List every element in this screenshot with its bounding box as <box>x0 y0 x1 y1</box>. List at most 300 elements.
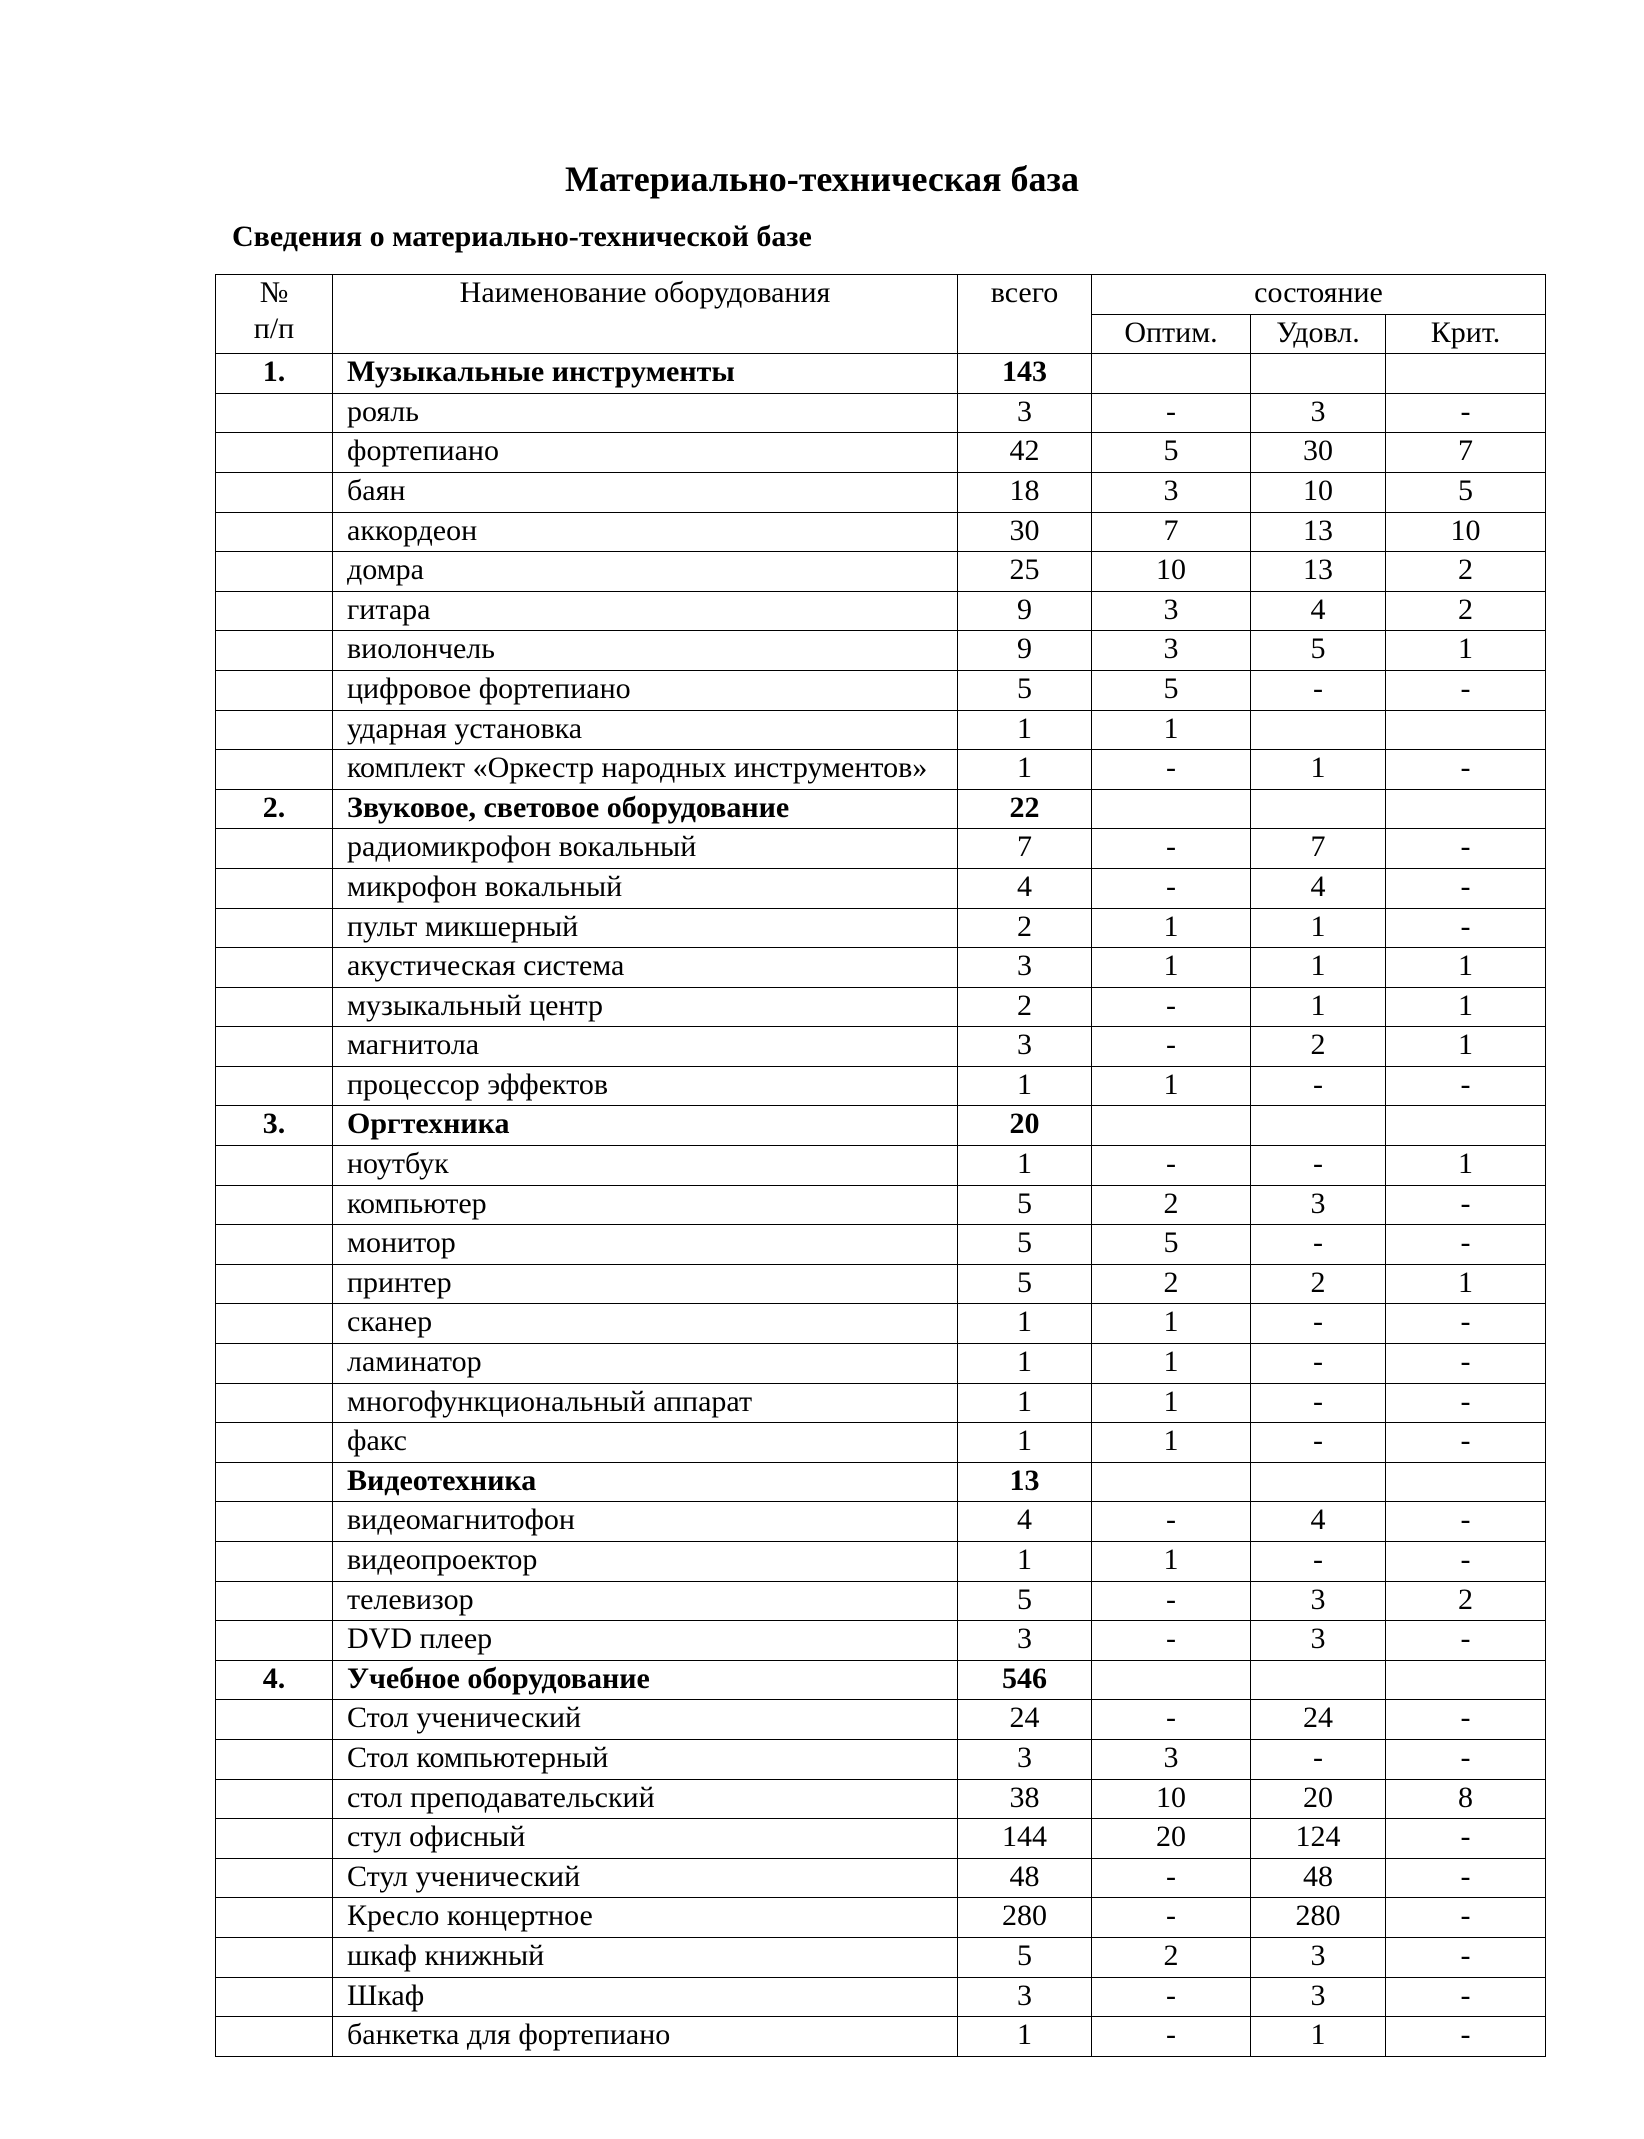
item-optimal: - <box>1092 987 1251 1027</box>
item-satisfactory: - <box>1251 1739 1386 1779</box>
row-number-cell <box>216 1779 333 1819</box>
item-name: аккордеон <box>333 512 958 552</box>
table-row <box>216 591 1546 631</box>
item-satisfactory: - <box>1251 670 1386 710</box>
group-total: 22 <box>958 789 1092 829</box>
row-number-cell <box>216 1423 333 1463</box>
item-optimal: - <box>1092 1700 1251 1740</box>
item-satisfactory <box>1251 710 1386 750</box>
table-row <box>216 908 1546 948</box>
item-total: 2 <box>958 987 1092 1027</box>
header-name: Наименование оборудования <box>333 275 958 354</box>
item-total: 4 <box>958 1502 1092 1542</box>
empty-cell <box>1092 1462 1251 1502</box>
empty-cell <box>1092 354 1251 394</box>
item-critical: - <box>1386 750 1546 790</box>
item-name: магнитола <box>333 1027 958 1067</box>
item-name: Стул ученический <box>333 1858 958 1898</box>
item-optimal: 3 <box>1092 1739 1251 1779</box>
table-row <box>216 393 1546 433</box>
item-critical: 1 <box>1386 1027 1546 1067</box>
table-row <box>216 1225 1546 1265</box>
item-critical: - <box>1386 1700 1546 1740</box>
empty-cell <box>1092 1660 1251 1700</box>
row-number-cell <box>216 1621 333 1661</box>
item-total: 5 <box>958 1581 1092 1621</box>
table-row <box>216 1146 1546 1186</box>
row-number-cell <box>216 2017 333 2057</box>
row-number-cell <box>216 1819 333 1859</box>
item-total: 24 <box>958 1700 1092 1740</box>
empty-cell <box>1251 1660 1386 1700</box>
item-name: стол преподавательский <box>333 1779 958 1819</box>
group-name: Музыкальные инструменты <box>333 354 958 394</box>
item-total: 4 <box>958 868 1092 908</box>
table-row <box>216 948 1546 988</box>
item-satisfactory: 2 <box>1251 1264 1386 1304</box>
item-name: фортепиано <box>333 433 958 473</box>
section-title: Сведения о материально-технической базе <box>232 220 812 253</box>
header-number-symbol: № <box>259 276 289 309</box>
table-row <box>216 1542 1546 1582</box>
empty-cell <box>1386 789 1546 829</box>
item-name: музыкальный центр <box>333 987 958 1027</box>
item-critical: - <box>1386 1819 1546 1859</box>
table-row <box>216 472 1546 512</box>
item-satisfactory: 3 <box>1251 1185 1386 1225</box>
item-total: 2 <box>958 908 1092 948</box>
item-name: факс <box>333 1423 958 1463</box>
table-row <box>216 1937 1546 1977</box>
row-number-cell <box>216 393 333 433</box>
row-number-cell <box>216 1264 333 1304</box>
row-number-cell <box>216 1304 333 1344</box>
item-optimal: 2 <box>1092 1264 1251 1304</box>
item-optimal: 3 <box>1092 631 1251 671</box>
table-row <box>216 1898 1546 1938</box>
header-total: всего <box>958 275 1092 354</box>
item-critical: 10 <box>1386 512 1546 552</box>
equipment-table <box>215 274 1546 2057</box>
item-critical: - <box>1386 1344 1546 1384</box>
item-critical: 1 <box>1386 948 1546 988</box>
item-name: телевизор <box>333 1581 958 1621</box>
empty-cell <box>1251 789 1386 829</box>
item-critical: - <box>1386 1502 1546 1542</box>
item-critical: - <box>1386 1185 1546 1225</box>
item-name: пульт микшерный <box>333 908 958 948</box>
item-total: 3 <box>958 1027 1092 1067</box>
table-row <box>216 1779 1546 1819</box>
item-optimal: 3 <box>1092 591 1251 631</box>
item-critical: - <box>1386 1739 1546 1779</box>
row-number-cell <box>216 1937 333 1977</box>
table-row <box>216 1066 1546 1106</box>
table-row <box>216 987 1546 1027</box>
empty-cell <box>1092 1106 1251 1146</box>
row-number-cell <box>216 908 333 948</box>
table-row <box>216 1977 1546 2017</box>
item-satisfactory: - <box>1251 1146 1386 1186</box>
item-total: 3 <box>958 1739 1092 1779</box>
item-satisfactory: 1 <box>1251 908 1386 948</box>
item-satisfactory: 13 <box>1251 552 1386 592</box>
table-row <box>216 1383 1546 1423</box>
item-critical: - <box>1386 670 1546 710</box>
item-critical: - <box>1386 1423 1546 1463</box>
item-total: 1 <box>958 2017 1092 2057</box>
item-optimal: 10 <box>1092 552 1251 592</box>
item-critical: - <box>1386 1225 1546 1265</box>
item-name: домра <box>333 552 958 592</box>
table-group-row <box>216 789 1546 829</box>
item-critical <box>1386 710 1546 750</box>
header-critical: Крит. <box>1386 314 1546 354</box>
item-satisfactory: - <box>1251 1542 1386 1582</box>
item-satisfactory: 4 <box>1251 868 1386 908</box>
item-total: 3 <box>958 948 1092 988</box>
row-number-cell <box>216 1502 333 1542</box>
item-name: Стол ученический <box>333 1700 958 1740</box>
item-satisfactory: 48 <box>1251 1858 1386 1898</box>
row-number-cell <box>216 1185 333 1225</box>
row-number-cell <box>216 552 333 592</box>
page-title: Материально-техническая база <box>564 159 1080 199</box>
row-number-cell <box>216 670 333 710</box>
item-critical: - <box>1386 1977 1546 2017</box>
item-total: 3 <box>958 393 1092 433</box>
empty-cell <box>1386 1106 1546 1146</box>
item-optimal: - <box>1092 868 1251 908</box>
item-optimal: - <box>1092 1977 1251 2017</box>
item-total: 9 <box>958 631 1092 671</box>
item-total: 1 <box>958 1542 1092 1582</box>
item-critical: - <box>1386 2017 1546 2057</box>
item-optimal: 1 <box>1092 908 1251 948</box>
item-satisfactory: - <box>1251 1344 1386 1384</box>
item-name: сканер <box>333 1304 958 1344</box>
item-name: ударная установка <box>333 710 958 750</box>
item-satisfactory: 3 <box>1251 393 1386 433</box>
item-total: 1 <box>958 1383 1092 1423</box>
item-satisfactory: 3 <box>1251 1937 1386 1977</box>
item-optimal: 1 <box>1092 948 1251 988</box>
table-group-row <box>216 354 1546 394</box>
header-state: состояние <box>1092 275 1546 315</box>
item-critical: - <box>1386 1858 1546 1898</box>
item-critical: 1 <box>1386 1146 1546 1186</box>
row-number-cell <box>216 1858 333 1898</box>
table-row <box>216 1581 1546 1621</box>
row-number-cell <box>216 512 333 552</box>
table-body <box>216 354 1546 2057</box>
item-name: цифровое фортепиано <box>333 670 958 710</box>
group-name: Учебное оборудование <box>333 1660 958 1700</box>
table-row <box>216 750 1546 790</box>
item-optimal: - <box>1092 1858 1251 1898</box>
item-critical: 7 <box>1386 433 1546 473</box>
item-optimal: - <box>1092 1146 1251 1186</box>
item-name: комплект «Оркестр народных инструментов» <box>333 750 958 790</box>
row-number-cell <box>216 631 333 671</box>
item-critical: - <box>1386 1898 1546 1938</box>
item-total: 18 <box>958 472 1092 512</box>
empty-cell <box>1386 354 1546 394</box>
header-number <box>216 275 333 354</box>
item-name: процессор эффектов <box>333 1066 958 1106</box>
item-optimal: - <box>1092 1027 1251 1067</box>
item-critical: 1 <box>1386 987 1546 1027</box>
empty-cell <box>1092 789 1251 829</box>
empty-cell <box>1251 1462 1386 1502</box>
item-name: рояль <box>333 393 958 433</box>
item-critical: - <box>1386 868 1546 908</box>
item-critical: 2 <box>1386 552 1546 592</box>
table-header <box>216 275 1546 354</box>
table-row <box>216 868 1546 908</box>
item-total: 5 <box>958 1185 1092 1225</box>
table-row <box>216 1858 1546 1898</box>
item-total: 1 <box>958 1304 1092 1344</box>
table-row <box>216 1502 1546 1542</box>
item-name: компьютер <box>333 1185 958 1225</box>
table-row <box>216 670 1546 710</box>
row-number-cell <box>216 1225 333 1265</box>
item-satisfactory: 5 <box>1251 631 1386 671</box>
item-critical: - <box>1386 1621 1546 1661</box>
group-total: 20 <box>958 1106 1092 1146</box>
item-satisfactory: 30 <box>1251 433 1386 473</box>
item-total: 30 <box>958 512 1092 552</box>
table-row <box>216 829 1546 869</box>
item-optimal: - <box>1092 750 1251 790</box>
row-number-cell <box>216 591 333 631</box>
item-optimal: 10 <box>1092 1779 1251 1819</box>
item-total: 5 <box>958 1225 1092 1265</box>
item-name: радиомикрофон вокальный <box>333 829 958 869</box>
table-row <box>216 1027 1546 1067</box>
item-name: шкаф книжный <box>333 1937 958 1977</box>
item-optimal: 1 <box>1092 1542 1251 1582</box>
table-group-row <box>216 1462 1546 1502</box>
item-satisfactory: - <box>1251 1225 1386 1265</box>
item-total: 42 <box>958 433 1092 473</box>
item-optimal: 1 <box>1092 1304 1251 1344</box>
item-critical: - <box>1386 1304 1546 1344</box>
item-optimal: 1 <box>1092 1423 1251 1463</box>
item-name: ноутбук <box>333 1146 958 1186</box>
item-critical: - <box>1386 1937 1546 1977</box>
item-satisfactory: 20 <box>1251 1779 1386 1819</box>
item-satisfactory: 7 <box>1251 829 1386 869</box>
row-number-cell <box>216 1581 333 1621</box>
item-total: 3 <box>958 1977 1092 2017</box>
row-number-cell <box>216 472 333 512</box>
item-satisfactory: 4 <box>1251 1502 1386 1542</box>
row-number-cell <box>216 948 333 988</box>
group-number: 2. <box>216 789 333 829</box>
empty-cell <box>1251 1106 1386 1146</box>
item-critical: - <box>1386 393 1546 433</box>
item-optimal: 7 <box>1092 512 1251 552</box>
item-total: 5 <box>958 1937 1092 1977</box>
item-name: DVD плеер <box>333 1621 958 1661</box>
row-number-cell <box>216 433 333 473</box>
row-number-cell <box>216 1700 333 1740</box>
item-optimal: 1 <box>1092 1344 1251 1384</box>
item-total: 1 <box>958 750 1092 790</box>
item-total: 5 <box>958 1264 1092 1304</box>
item-optimal: 5 <box>1092 433 1251 473</box>
group-total: 546 <box>958 1660 1092 1700</box>
item-optimal: 2 <box>1092 1937 1251 1977</box>
item-satisfactory: - <box>1251 1423 1386 1463</box>
table-row <box>216 2017 1546 2057</box>
item-satisfactory: 3 <box>1251 1977 1386 2017</box>
item-total: 1 <box>958 1423 1092 1463</box>
row-number-cell <box>216 1898 333 1938</box>
item-name: ламинатор <box>333 1344 958 1384</box>
item-total: 1 <box>958 710 1092 750</box>
item-total: 38 <box>958 1779 1092 1819</box>
table-row <box>216 1700 1546 1740</box>
item-critical: - <box>1386 829 1546 869</box>
empty-cell <box>1251 354 1386 394</box>
item-optimal: - <box>1092 1581 1251 1621</box>
item-satisfactory: - <box>1251 1383 1386 1423</box>
table-row <box>216 1423 1546 1463</box>
item-optimal: 3 <box>1092 472 1251 512</box>
item-total: 48 <box>958 1858 1092 1898</box>
item-critical: 2 <box>1386 1581 1546 1621</box>
item-satisfactory: 1 <box>1251 2017 1386 2057</box>
item-critical: 2 <box>1386 591 1546 631</box>
row-number-cell <box>216 1739 333 1779</box>
item-critical: 1 <box>1386 1264 1546 1304</box>
row-number-cell <box>216 1146 333 1186</box>
item-optimal: 5 <box>1092 670 1251 710</box>
table-row <box>216 1185 1546 1225</box>
item-total: 1 <box>958 1344 1092 1384</box>
row-number-cell <box>216 710 333 750</box>
table-row <box>216 710 1546 750</box>
item-total: 144 <box>958 1819 1092 1859</box>
item-satisfactory: 3 <box>1251 1581 1386 1621</box>
item-satisfactory: 13 <box>1251 512 1386 552</box>
item-satisfactory: 10 <box>1251 472 1386 512</box>
row-number-cell <box>216 1542 333 1582</box>
item-name: принтер <box>333 1264 958 1304</box>
item-optimal: - <box>1092 2017 1251 2057</box>
item-name: виолончель <box>333 631 958 671</box>
group-total: 143 <box>958 354 1092 394</box>
group-number: 3. <box>216 1106 333 1146</box>
group-name: Звуковое, световое оборудование <box>333 789 958 829</box>
row-number-cell <box>216 1066 333 1106</box>
group-name: Оргтехника <box>333 1106 958 1146</box>
item-name: многофункциональный аппарат <box>333 1383 958 1423</box>
item-satisfactory: - <box>1251 1066 1386 1106</box>
item-total: 5 <box>958 670 1092 710</box>
item-total: 3 <box>958 1621 1092 1661</box>
item-optimal: - <box>1092 393 1251 433</box>
item-name: гитара <box>333 591 958 631</box>
row-number-cell <box>216 1977 333 2017</box>
header-number-abbr: п/п <box>253 312 295 345</box>
item-satisfactory: 24 <box>1251 1700 1386 1740</box>
table-row <box>216 1304 1546 1344</box>
item-satisfactory: 1 <box>1251 987 1386 1027</box>
item-satisfactory: 3 <box>1251 1621 1386 1661</box>
item-total: 7 <box>958 829 1092 869</box>
group-number: 4. <box>216 1660 333 1700</box>
item-satisfactory: 1 <box>1251 948 1386 988</box>
item-optimal: - <box>1092 1621 1251 1661</box>
item-satisfactory: 4 <box>1251 591 1386 631</box>
group-number <box>216 1462 333 1502</box>
item-name: Кресло концертное <box>333 1898 958 1938</box>
table-row <box>216 1819 1546 1859</box>
table-row <box>216 1264 1546 1304</box>
table-row <box>216 433 1546 473</box>
item-critical: 8 <box>1386 1779 1546 1819</box>
item-optimal: 1 <box>1092 1383 1251 1423</box>
table-row <box>216 552 1546 592</box>
item-name: Шкаф <box>333 1977 958 2017</box>
item-satisfactory: 2 <box>1251 1027 1386 1067</box>
item-optimal: 1 <box>1092 710 1251 750</box>
header-satisfactory: Удовл. <box>1251 314 1386 354</box>
table-group-row <box>216 1106 1546 1146</box>
item-name: акустическая система <box>333 948 958 988</box>
item-name: стул офисный <box>333 1819 958 1859</box>
item-satisfactory: 280 <box>1251 1898 1386 1938</box>
item-critical: - <box>1386 1542 1546 1582</box>
row-number-cell <box>216 750 333 790</box>
table-row <box>216 631 1546 671</box>
item-satisfactory: - <box>1251 1304 1386 1344</box>
item-total: 25 <box>958 552 1092 592</box>
table-row <box>216 1621 1546 1661</box>
group-total: 13 <box>958 1462 1092 1502</box>
table-row <box>216 1344 1546 1384</box>
item-total: 1 <box>958 1146 1092 1186</box>
item-name: баян <box>333 472 958 512</box>
table-row <box>216 512 1546 552</box>
item-optimal: 5 <box>1092 1225 1251 1265</box>
item-optimal: 2 <box>1092 1185 1251 1225</box>
item-satisfactory: 124 <box>1251 1819 1386 1859</box>
item-critical: 1 <box>1386 631 1546 671</box>
item-name: видеомагнитофон <box>333 1502 958 1542</box>
group-number: 1. <box>216 354 333 394</box>
row-number-cell <box>216 829 333 869</box>
group-name: Видеотехника <box>333 1462 958 1502</box>
row-number-cell <box>216 1383 333 1423</box>
item-critical: - <box>1386 1383 1546 1423</box>
item-optimal: - <box>1092 1898 1251 1938</box>
item-optimal: 1 <box>1092 1066 1251 1106</box>
item-optimal: 20 <box>1092 1819 1251 1859</box>
item-total: 9 <box>958 591 1092 631</box>
row-number-cell <box>216 1344 333 1384</box>
item-critical: - <box>1386 908 1546 948</box>
header-optimal: Оптим. <box>1092 314 1251 354</box>
empty-cell <box>1386 1660 1546 1700</box>
table-group-row <box>216 1660 1546 1700</box>
item-total: 280 <box>958 1898 1092 1938</box>
item-optimal: - <box>1092 1502 1251 1542</box>
